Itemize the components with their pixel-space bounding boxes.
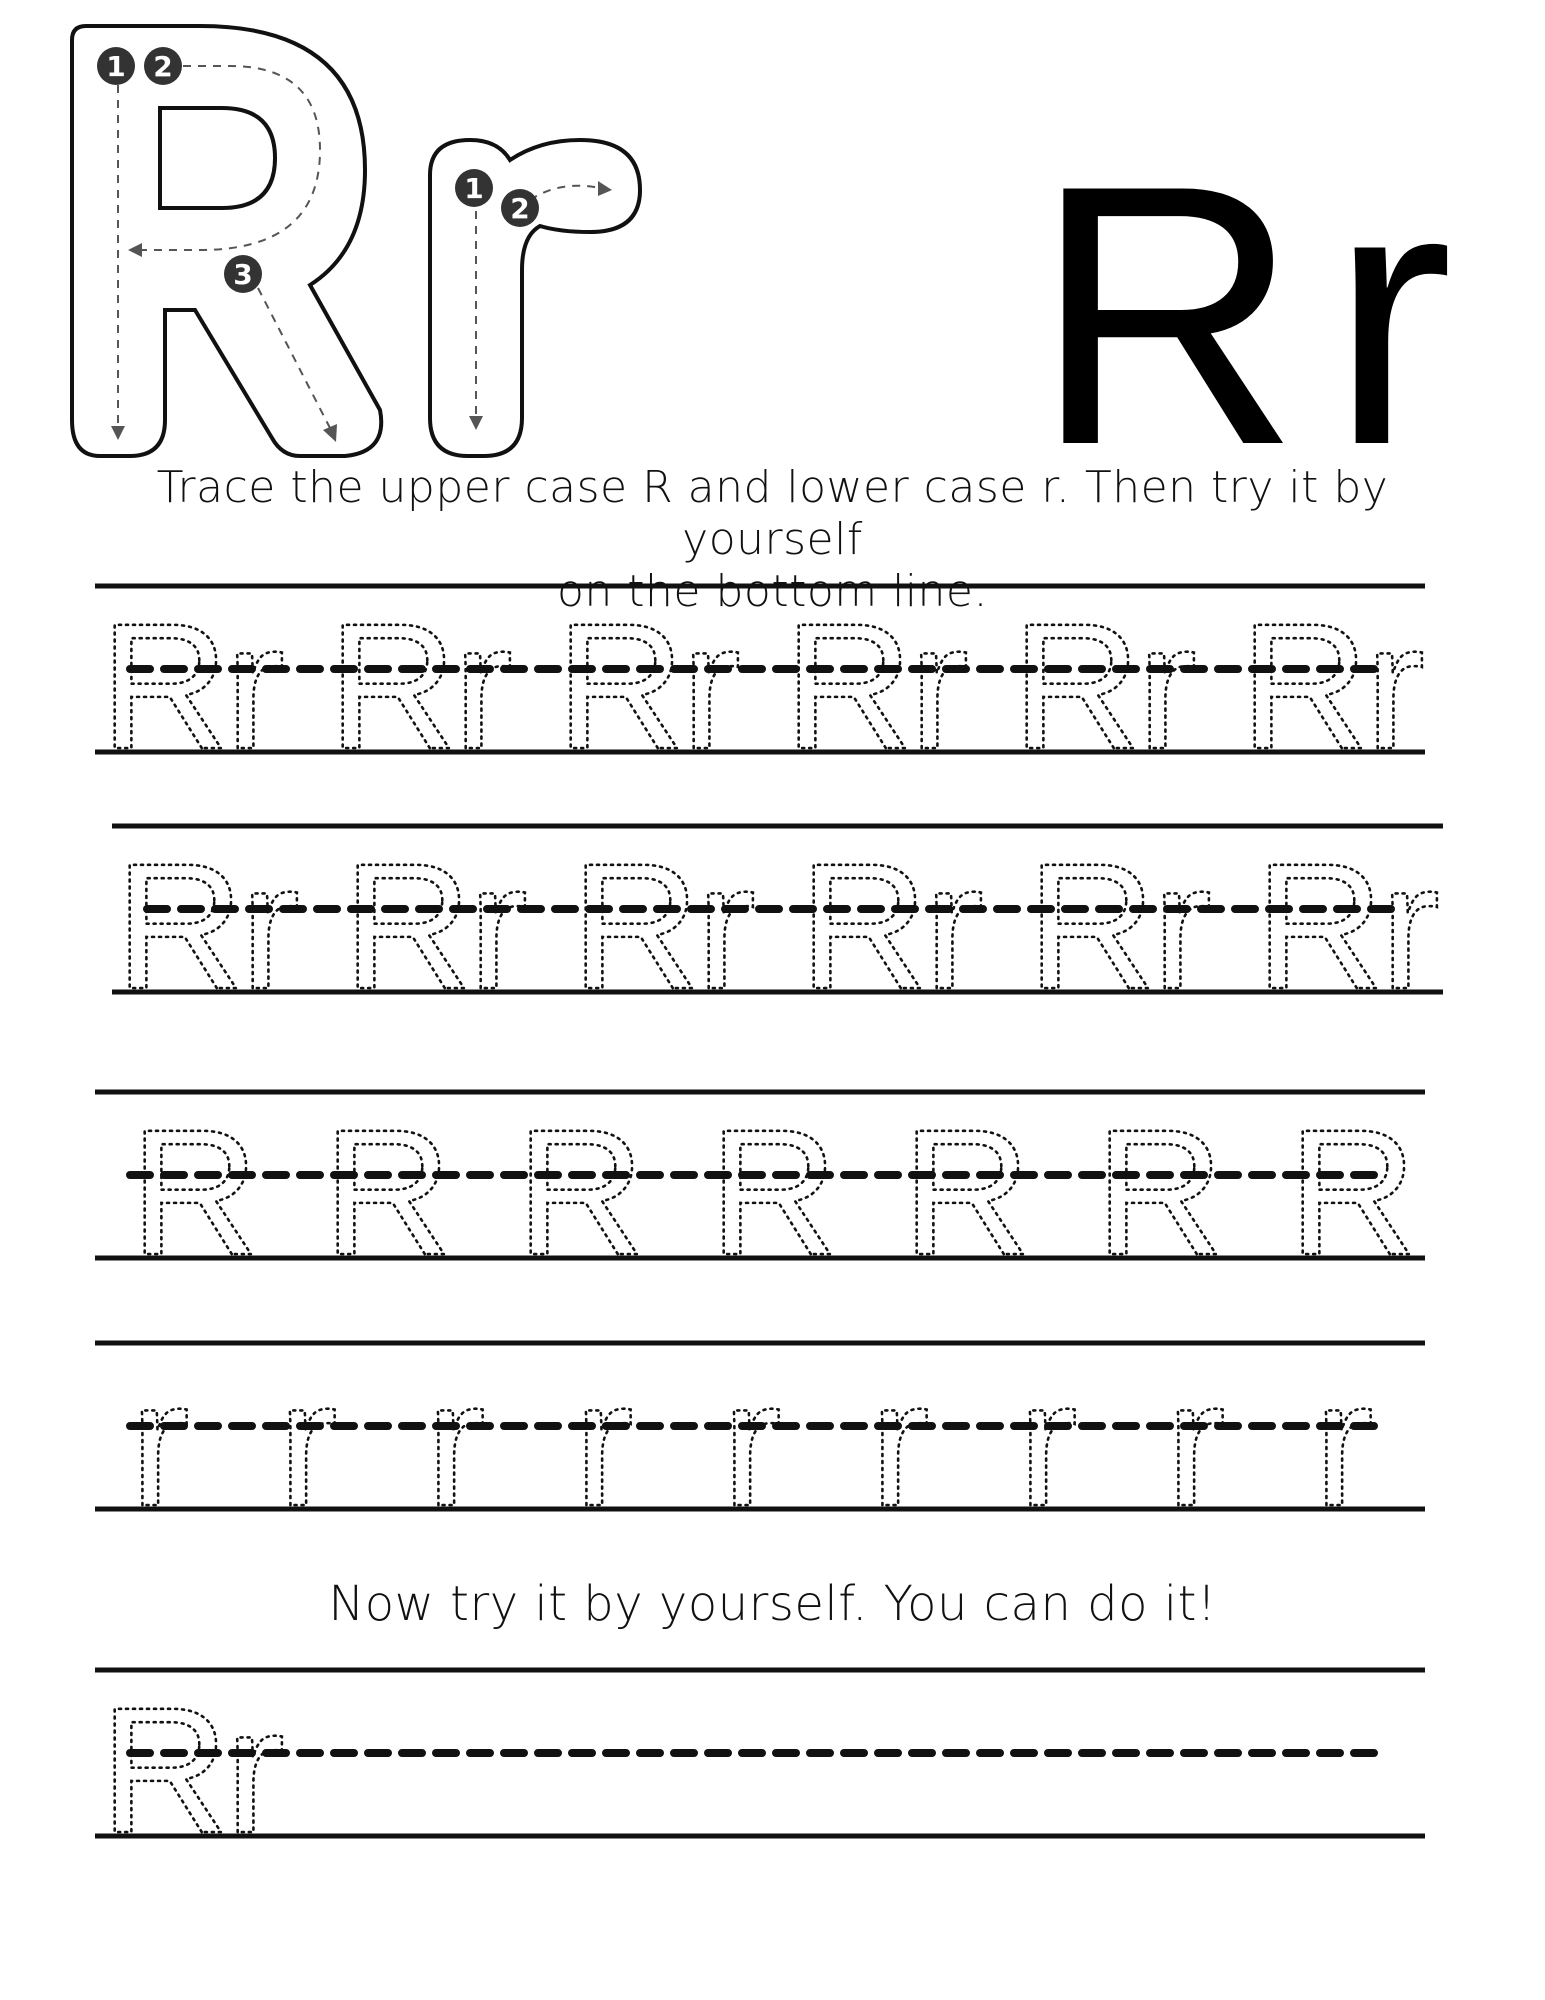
step-2-icon: [144, 47, 182, 85]
traceable-letter: Rr: [343, 826, 524, 1026]
traceable-letter: Rr: [784, 586, 965, 786]
traceable-letter: r: [1018, 1343, 1074, 1543]
traceable-letter: R: [323, 1092, 449, 1292]
practice-row: [112, 826, 1443, 1026]
svg-text:1: 1: [464, 172, 484, 205]
instructions-line-1: Trace the upper case R and lower case r. Then try it by yourself: [156, 462, 1389, 565]
traceable-letter: Rr: [328, 586, 509, 786]
traceable-letter: Rr: [799, 826, 980, 1026]
svg-text:2: 2: [510, 192, 530, 225]
traceable-letter: Rr: [556, 586, 737, 786]
traceable-letter: Rr: [1255, 826, 1436, 1026]
traceable-letter: Rr: [1012, 586, 1193, 786]
traceable-letter: r: [1314, 1343, 1370, 1543]
traceable-letter: r: [1166, 1343, 1222, 1543]
traceable-letter: r: [426, 1343, 482, 1543]
traceable-letter: Rr: [1240, 586, 1421, 786]
traceable-letter: Rr: [571, 826, 752, 1026]
traceable-letter: r: [574, 1343, 630, 1543]
traceable-letter: r: [722, 1343, 778, 1543]
big-uppercase-letter: R: [1033, 109, 1301, 522]
step-2-icon: [501, 189, 539, 227]
traceable-letter: R: [516, 1092, 642, 1292]
practice-row: [95, 1670, 1425, 1870]
instructions-bottom: Now try it by yourself. You can do it!: [328, 1576, 1217, 1632]
traceable-letter: r: [130, 1343, 186, 1543]
practice-row: [95, 1092, 1425, 1292]
svg-text:2: 2: [153, 50, 173, 83]
instructions-line-2: on the bottom line.: [556, 566, 988, 617]
practice-row: [95, 1343, 1425, 1543]
step-1-icon: [455, 169, 493, 207]
step-1-icon: [97, 47, 135, 85]
traceable-letter: Rr: [115, 826, 296, 1026]
instructions-top: [60, 462, 1485, 618]
traceable-letter: r: [870, 1343, 926, 1543]
traceable-letter: R: [130, 1092, 256, 1292]
step-3-icon: [224, 255, 262, 293]
svg-text:3: 3: [233, 258, 253, 291]
traceable-letter: R: [1288, 1092, 1414, 1292]
svg-text:1: 1: [106, 50, 126, 83]
traceable-letter: r: [278, 1343, 334, 1543]
traceable-letter: Rr: [100, 1670, 281, 1870]
traceable-letter: R: [709, 1092, 835, 1292]
traceable-letter: R: [1095, 1092, 1221, 1292]
traceable-letter: Rr: [1027, 826, 1208, 1026]
upper-r-stroke-guide: [72, 26, 381, 456]
lower-r-stroke-guide: [430, 140, 640, 456]
practice-rows: [95, 586, 1443, 1870]
big-lowercase-letter: r: [1330, 109, 1454, 522]
traceable-letter: R: [902, 1092, 1028, 1292]
traceable-letter: Rr: [100, 586, 281, 786]
